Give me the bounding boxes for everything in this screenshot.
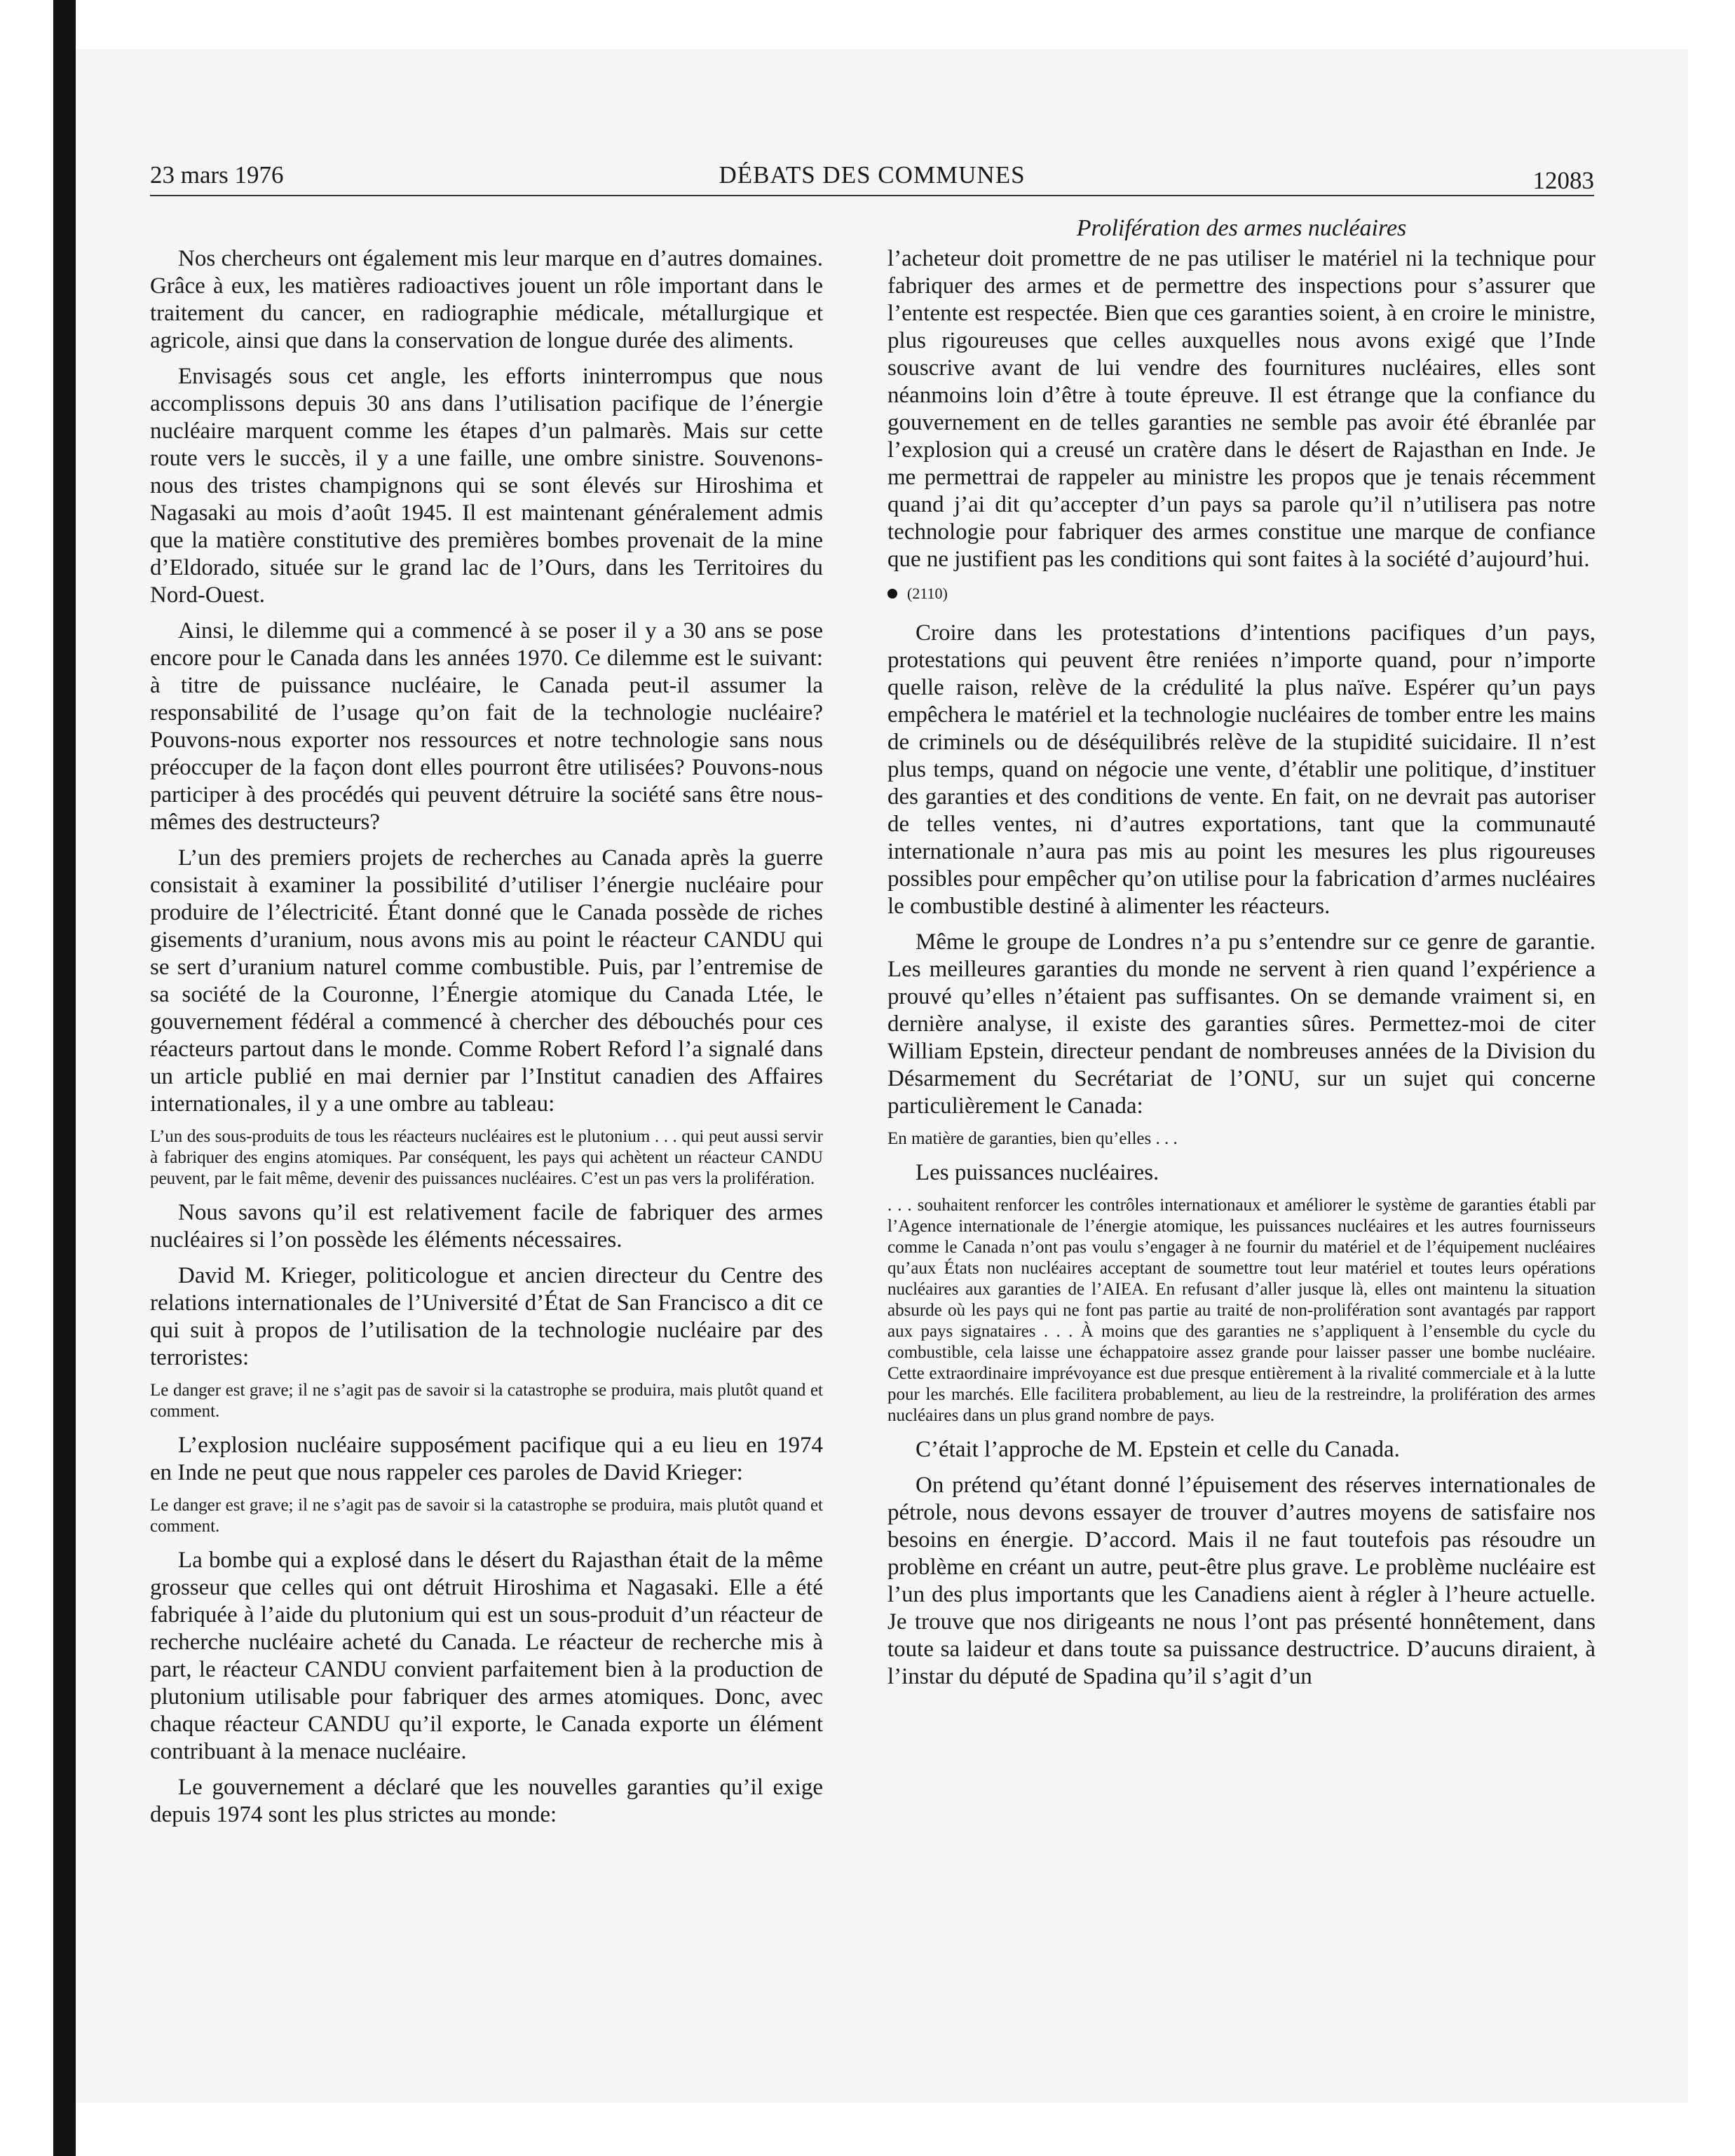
block-quote: En matière de garanties, bien qu’elles . . . [887,1129,1178,1148]
bullet-icon [887,589,897,599]
block-quote: L’un des sous-produits de tous les réacteurs nucléaires est le plutonium . . . qui peut aussi servir à fabriquer des engins atomiques. Par conséquent, les pays qui achètent un réacteur CANDU peuvent, par le fait même, devenir des puissances nucléaires. C’est un pas vers la prolifération. [150,1127,823,1188]
header-date: 23 mars 1976 [150,161,284,189]
paragraph: C’était l’approche de M. Epstein et celle du Canada. [916,1437,1400,1462]
running-head [150,160,1594,196]
section-title: Prolifération des armes nucléaires [1076,215,1407,241]
paragraph: l’acheteur doit promettre de ne pas utiliser le matériel ni la technique pour fabriquer des armes et de permettre des inspections pour s’assurer que l’entente est respectée. Bien que ces garanties soient, à en croire le ministre, plus rigoureuses que celles auxquelles nous avons exigé que l’Inde souscrive avant de lui vendre des fournitures nucléaires, elles sont néanmoins loin d’être à toute épreuve. Il est étrange que la confiance du gouvernement en de telles garanties ne semble pas avoir été ébranlée par l’explosion qui a creusé un cratère dans le désert de Rajasthan en Inde. Je me permettrai de rappeler au ministre les propos que je tenais récemment quand j’ai dit qu’accepter d’un pays sa parole qu’il n’utilisera pas notre technologie pour fabriquer des armes constitue une marque de confiance que ne justifient pas les conditions qui sont faites à la société d’aujourd’hui. [887,246,1595,572]
time-marker [887,582,1595,606]
paragraph: L’un des premiers projets de recherches au Canada après la guerre consistait à examiner la possibilité d’utiliser l’énergie nucléaire pour produire de l’électricité. Étant donné que le Canada possède de riches gisements d’uranium, nous avons mis au point le réacteur CANDU qui se sert d’uranium naturel comme combustible. Puis, par l’entremise de sa société de la Couronne, l’Énergie atomique du Canada Ltée, le gouvernement fédéral a commencé à chercher des débouchés pour ces réacteurs partout dans le monde. Comme Robert Reford l’a signalé dans un article publié en mai dernier par l’Institut canadien des Affaires internationales, il y a une ombre au tableau: [150,845,823,1117]
paragraph: La bombe qui a explosé dans le désert du Rajasthan était de la même grosseur que celles qui ont détruit Hiroshima et Nagasaki. Elle a été fabriquée à l’aide du plutonium qui est un sous-produit d’un réacteur de recherche nucléaire acheté du Canada. Le réacteur de recherche mis à part, le réacteur CANDU convient parfaitement bien à la production de plutonium utilisable pour fabriquer des armes atomiques. Donc, avec chaque réacteur CANDU qu’il exporte, le Canada exporte un élément contribuant à la menace nucléaire. [150,1548,823,1764]
paragraph: Croire dans les protestations d’intentions pacifiques d’un pays, protestations qui peuvent être reniées n’importe quand, pour n’importe quelle raison, relève de la crédulité la plus naïve. Espérer qu’un pays empêchera le matériel et la technologie nucléaires de tomber entre les mains de criminels ou de déséquilibrés relève de la stupidité suicidaire. Il n’est plus temps, quand on négocie une vente, d’établir une politique, d’instituer des garanties et des conditions de vente. En fait, on ne devrait pas autoriser de telles ventes, ni d’autres exportations, tant que la communauté internationale n’aura pas mis au point les mesures les plus rigoureuses possibles pour empêcher qu’on utilise pour la fabrication d’armes nucléaires le combustible destiné à alimenter les réacteurs. [887,620,1595,919]
paragraph: Nos chercheurs ont également mis leur marque en d’autres domaines. Grâce à eux, les matières radioactives jouent un rôle important dans le traitement du cancer, en radiographie médicale, métallurgique et agricole, ainsi que dans la conservation de longue durée des aliments. [150,246,823,353]
paragraph: David M. Krieger, politicologue et ancien directeur du Centre des relations internationales de l’Université d’État de San Francisco a dit ce qui suit à propos de l’utilisation de la technologie nucléaire par des terroristes: [150,1263,823,1370]
paragraph: Le gouvernement a déclaré que les nouvelles garanties qu’il exige depuis 1974 sont les plus strictes au monde: [150,1775,823,1827]
paragraph: On prétend qu’étant donné l’épuisement des réserves internationales de pétrole, nous devons essayer de trouver d’autres moyens de satisfaire nos besoins en énergie. D’accord. Mais il ne faut toutefois pas résoudre un problème en créant un autre, peut-être plus grave. Le problème nucléaire est l’un des plus importants que les Canadiens aient à régler à l’heure actuelle. Je trouve que nos dirigeants ne nous l’ont pas présenté honnêtement, dans toute sa laideur et dans toute sa puissance destructrice. D’aucuns diraient, à l’instar du député de Spadina qu’il s’agit d’un [887,1473,1595,1689]
block-quote: Le danger est grave; il ne s’agit pas de savoir si la catastrophe se produira, mais plutôt quand et comment. [150,1381,823,1421]
paragraph: Ainsi, le dilemme qui a commencé à se poser il y a 30 ans se pose encore pour le Canada dans les années 1970. Ce dilemme est le suivant: à titre de puissance nucléaire, le Canada peut-il assumer la responsabilité de l’usage qu’on fait de la technologie nucléaire? Pouvons-nous exporter nos ressources et notre technologie sans nous préoccuper de la façon dont elles pourront être utilisées? Pouvons-nous participer à des procédés qui peuvent détruire la société sans être nous-mêmes des destructeurs? [150,618,823,835]
paragraph: Envisagés sous cet angle, les efforts ininterrompus que nous accomplissons depuis 30 ans dans l’utilisation pacifique de l’énergie nucléaire marquent comme les étapes d’un palmarès. Mais sur cette route vers le succès, il y a une faille, une ombre sinistre. Souvenons-nous des tristes champignons qui se sont élevés sur Hiroshima et Nagasaki au mois d’août 1945. Il est maintenant généralement admis que la matière constitutive des premières bombes provenait de la mine d’Eldorado, située sur le grand lac de l’Ours, dans les Territoires du Nord-Ouest. [150,364,823,608]
paragraph: Nous savons qu’il est relativement facile de fabriquer des armes nucléaires si l’on possède les éléments nécessaires. [150,1200,823,1253]
header-title: DÉBATS DES COMMUNES [719,161,1026,189]
paragraph: Même le groupe de Londres n’a pu s’entendre sur ce genre de garantie. Les meilleures garanties du monde ne servent à rien quand l’expérience a prouvé qu’elles n’étaient pas suffisantes. On se demande vraiment si, en dernière analyse, il existe des garanties sûres. Permettez-moi de citer William Epstein, directeur pendant de nombreuses années de la Division du Désarmement du Secrétariat de l’ONU, sur un sujet qui concerne particulièrement le Canada: [887,929,1595,1119]
page-number: 12083 [1532,167,1594,194]
block-quote: . . . souhaitent renforcer les contrôles internationaux et améliorer le système de garanties établi par l’Agence internationale de l’énergie atomique, les puissances nucléaires et les autres fournisseurs comme le Canada n’ont pas voulu s’engager à ne fournir du matériel et de l’équipement nucléaires qu’aux États non nucléaires acceptant de soumettre tout leur matériel et toutes leurs opérations nucléaires aux garanties de l’AIEA. En refusant d’aller jusque là, elles ont maintenu la situation absurde où les pays qui ne font pas partie au traité de non-prolifération sont avantagés par rapport aux pays signataires . . . À moins que des garanties ne s’appliquent à l’ensemble du cycle du combustible, cela laisse une échappatoire assez grande pour laisser passer une bombe nucléaire. Cette extraordinaire imprévoyance est due presque entièrement à la rivalité commerciale et à la lutte pour les marchés. Elle facilitera probablement, au lieu de la restreindre, la prolifération des armes nucléaires dans un plus grand nombre de pays. [887,1196,1595,1425]
left-column [150,245,823,1837]
block-quote: Le danger est grave; il ne s’agit pas de savoir si la catastrophe se produira, mais plutôt quand et comment. [150,1496,823,1536]
paragraph: Les puissances nucléaires. [916,1160,1159,1185]
paragraph: L’explosion nucléaire supposément pacifique qui a eu lieu en 1974 en Inde ne peut que nous rappeler ces paroles de David Krieger: [150,1433,823,1485]
time-marker-text: (2110) [907,585,948,602]
scan-edge-bar [53,0,76,2156]
right-column [887,245,1595,1699]
